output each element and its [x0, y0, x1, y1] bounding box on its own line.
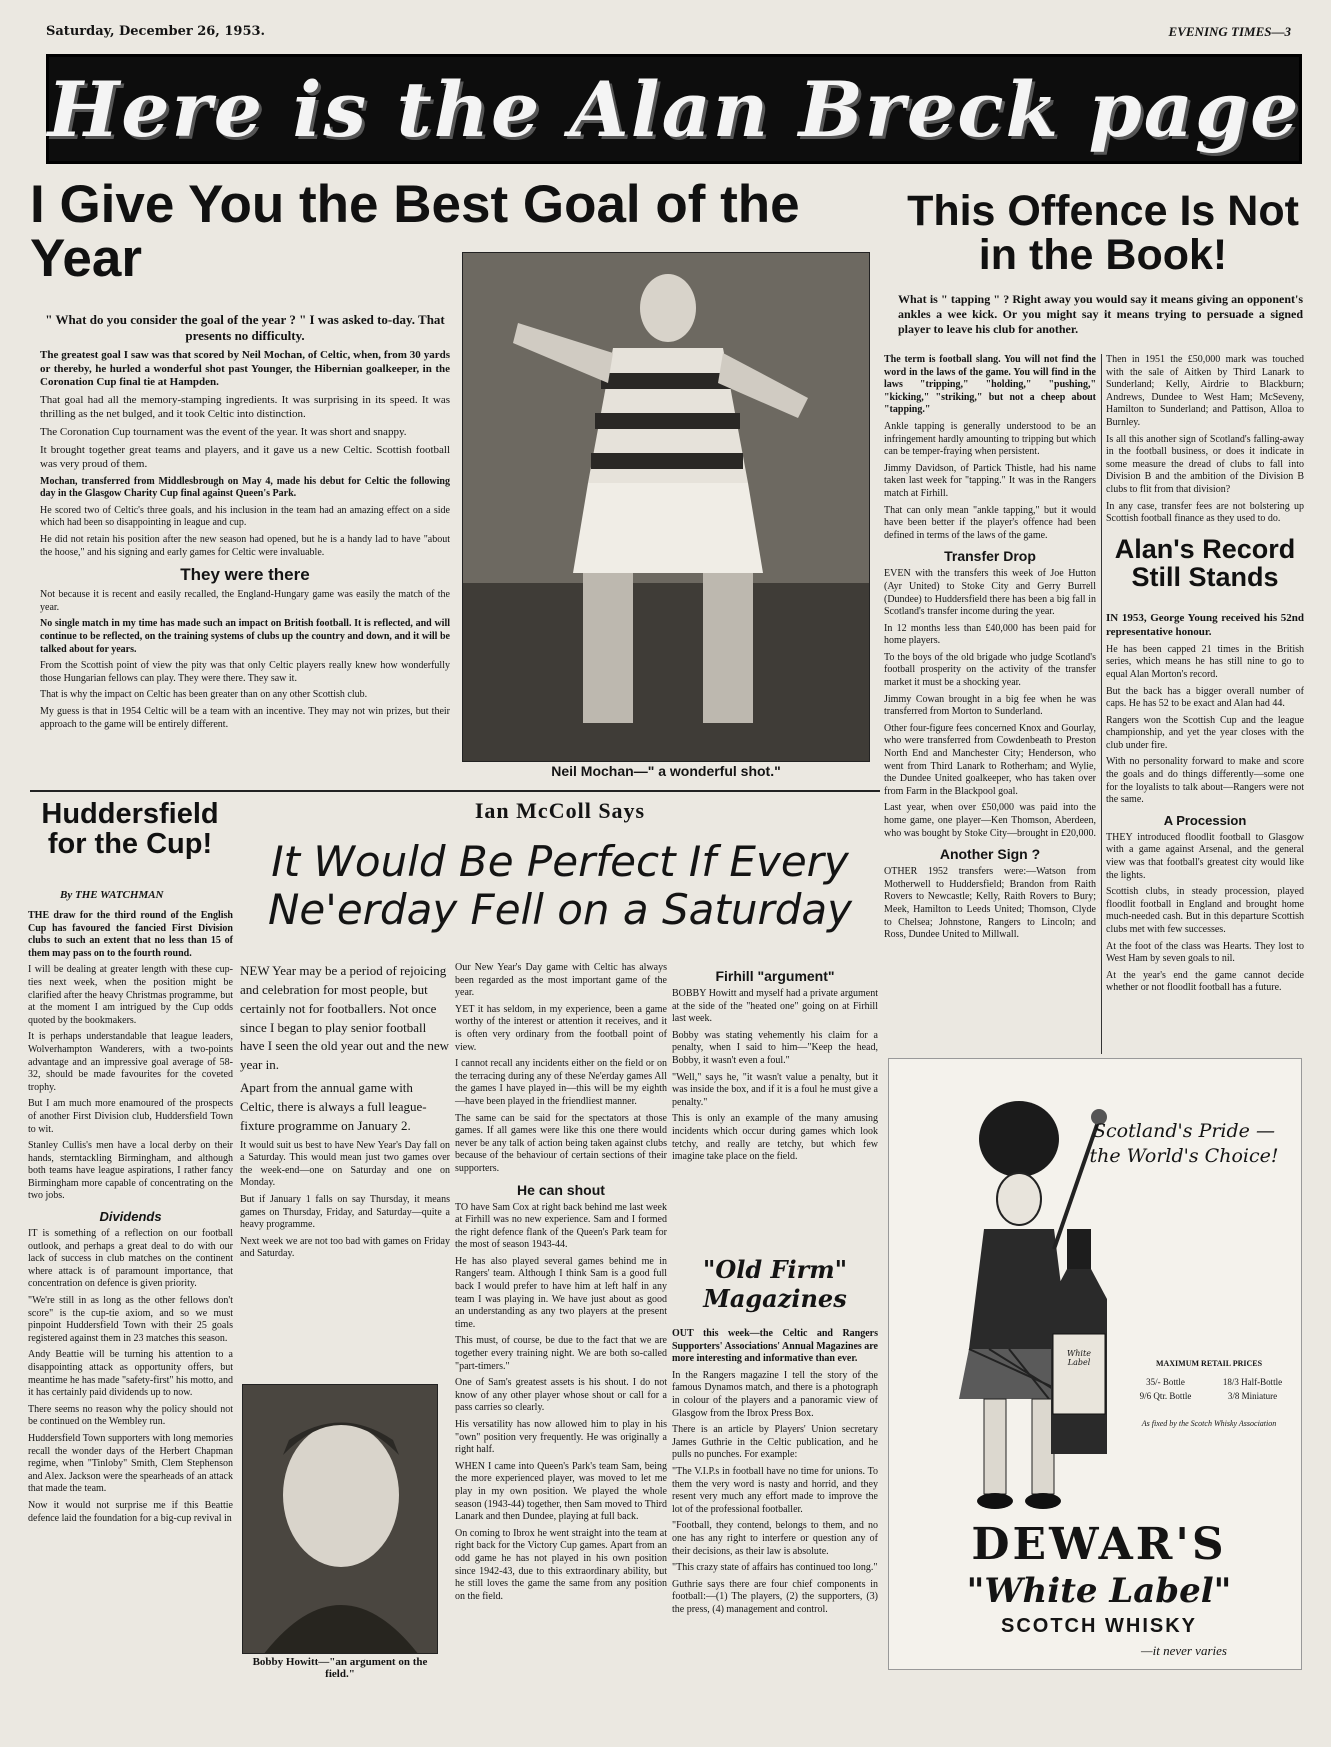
story3-body	[1106, 612, 1304, 999]
story3-p6: THEY introduced floodlit football to Glasgow with a game against Arsenal, and the general view was that football's greatest city would like the lights.	[1106, 831, 1304, 881]
story4-p11: Now it would not surprise me if this Beattie defence laid the foundation for a big-cup revival in	[28, 1499, 233, 1524]
story3-p1: IN 1953, George Young received his 52nd representative honour.	[1106, 612, 1304, 638]
price-miniature: 3/8 Miniature	[1227, 1391, 1278, 1401]
story1-p4: It brought together great teams and players, and it gave us a new Celtic. Scottish football was very proud of them.	[40, 443, 450, 470]
story3-subhead: A Procession	[1163, 812, 1247, 828]
whisky-bottle	[1039, 1229, 1119, 1459]
story3-p7: Scottish clubs, in steady procession, played floodlit football in England and brought home much-needed cash. But in this departure Scottish clubs met with few successes.	[1106, 886, 1304, 935]
story3-p4: Rangers won the Scottish Cup and the league championship, and yet the year closes with the club under fire.	[1106, 714, 1304, 751]
story3-p3: But the back has a bigger overall number of caps. He has 52 to be exact and Alan had 44.	[1106, 685, 1304, 710]
bottle-label: White Label	[1067, 1349, 1091, 1367]
story2-col1	[884, 354, 1096, 946]
story5-p7: YET it has seldom, in my experience, been a game worthy of the interest or attention it receives, and it is often very ordinary from the football point of view.	[455, 1003, 667, 1053]
bobby-howitt-photo	[242, 1384, 438, 1654]
story1-subhead: They were there	[180, 565, 310, 585]
story5-p17: BOBBY Howitt and myself had a private argument at the side of the "heated one" going on at Firhill last week.	[672, 988, 878, 1025]
banner-title: Here is the Alan Breck page	[47, 64, 1301, 154]
photo1-caption: Neil Mochan—" a wonderful shot."	[551, 763, 781, 779]
story2-p13: Is all this another sign of Scotland's falling-away in the football business, or does it indicate in some measure the dread of clubs to fall into Division B and the ambition of the Division B clubs to flit from that division?	[1106, 433, 1304, 495]
story2-intro-block	[898, 292, 1303, 341]
ad-label: "White Label"	[966, 1571, 1232, 1611]
story6-p1: OUT this week—the Celtic and Rangers Supporters' Associations' Annual Magazines are more interesting and informative than ever.	[672, 1328, 878, 1365]
story1-p2: That goal had all the memory-stamping ingredients. It was surprising in its speed. It was thrilling as the net bulged, and it took Celtic into distinction.	[40, 394, 450, 421]
story3-p9: At the year's end the game cannot decide whether or not floodlit football has a future.	[1106, 969, 1304, 994]
section-rule	[30, 790, 880, 792]
ad-slogan: Scotland's Pride — the World's Choice!	[1089, 1120, 1279, 1167]
story4-p5: Stanley Cullis's men have a local derby on their hands, sterntackling Birmingham, and although both teams have league aspirations, I rather fancy Birmingham more capable of concentrating on the two jobs.	[28, 1140, 233, 1202]
story2-p5: EVEN with the transfers this week of Joe Hutton (Ayr United) to Stoke City and Gerry Burrell (Dundee) to Huddersfield there has been a big fall in Scotland's transfer income during the year.	[884, 568, 1096, 618]
story1-p1: The greatest goal I saw was that scored by Neil Mochan, of Celtic, when, from 30 yards or thereby, he hurled a wonderful shot past Younger, the Hibernian goalkeeper, in the Coronation Cup final tie at Hampden.	[40, 348, 450, 389]
story5-p13: One of Sam's greatest assets is his shout. I do not know of any other player whose shout or call for a pass carries so clearly.	[455, 1377, 667, 1414]
story1-p5: Mochan, transferred from Middlesbrough on May 4, made his debut for Celtic the following day in the Glasgow Charity Cup final against Queen's Park.	[40, 475, 450, 500]
story5-p20: This is only an example of the many amusing incidents which occur during games which look tetchy, and really are tetchy, but which few imagine take place on the field.	[672, 1113, 878, 1163]
story5-subhead1: He can shout	[517, 1181, 605, 1198]
story5-p11: He has also played several games behind me in Rangers' team. Although I think Sam is a good full back I would prefer to have him at left half in any team I was playing in. We have just about as good an understanding as any two players at the present time.	[455, 1255, 667, 1330]
story1-body	[40, 312, 450, 735]
story4-body	[28, 910, 233, 1529]
story1-intro: " What do you consider the goal of the year ? " I was asked to-day. That presents no difficulty.	[45, 312, 445, 344]
story5-col2	[455, 962, 667, 1607]
story4-p1: THE draw for the third round of the English Cup has favoured the fancied First Division clubs to such an extent that no less than 15 of them may pass on to the fourth round.	[28, 910, 233, 959]
story2-p12: Then in 1951 the £50,000 mark was touched with the sale of Aitken by Third Lanark to Sunderland; Kelly, Airdrie to Blackburn; Andrews, Dundee to West Ham; McSeveny, Hamilton to Sunderland; and Pattison, Alloa to Burnley.	[1106, 354, 1304, 428]
story5-p6: Our New Year's Day game with Celtic has always been regarded as the most important game of the year.	[455, 962, 667, 999]
story2-intro: What is " tapping " ? Right away you would say it means giving an opponent's ankles a wee kick. Or you might say it means trying to persuade a signed player to leave his club for another.	[898, 292, 1303, 337]
story5-p5: Next week we are not too bad with games on Friday and Saturday.	[240, 1235, 450, 1260]
story4-p10: Huddersfield Town supporters with long memories recall the wonder days of the Herbert Chapman regime, when "Tinloby" Smith, Clem Stephenson and Alex. Jackson were the spearheads of an attack that made the team.	[28, 1432, 233, 1495]
ad-product: SCOTCH WHISKY	[1001, 1615, 1197, 1637]
story5-p1: NEW Year may be a period of rejoicing and celebration for most people, but certainly not for footballers. Not once since I began to play senior football have I seen the old year out and the new year in.	[240, 963, 450, 1073]
story2-p6: In 12 months less than £40,000 has been paid for home players.	[884, 622, 1096, 647]
story5-p18: Bobby was stating vehemently his claim for a penalty, when I said to him—"Keep the head, Bobby, it wasn't even a foul."	[672, 1029, 878, 1066]
story2-p14: In any case, transfer fees are not bolstering up Scottish football finance as they used to do.	[1106, 500, 1304, 525]
story2-p11: OTHER 1952 transfers were:—Watson from Motherwell to Huddersfield; Brandon from Raith Rovers to Newcastle; Kelly, Raith Rovers to Bury; Meek, Hamilton to Leeds United; Thomson, Clyde to Chelsea; Johnstone, Rangers to Lincoln; and Ross, Dundee United to Millwall.	[884, 866, 1096, 941]
story4-p8: Andy Beattie will be turning his attention to a disappointing attack as opportunity offers, but meantime he has made "safety-first" his motto, and it has certainly paid dividends up to now.	[28, 1349, 233, 1399]
story5-p10: TO have Sam Cox at right back behind me last week at Firhill was no new experience. Sam and I formed the right defence flank of the Queen's Park team for the most of season 1943-44.	[455, 1201, 667, 1251]
story2-subhead2: Another Sign ?	[939, 846, 1041, 863]
story2-headline: This Offence Is Not in the Book!	[907, 187, 1299, 279]
story5-p8: I cannot recall any incidents either on the field or on the terracing during any of these Ne'erday games All the games I have played in—this will be my eighth—have been played in the friendliest manner.	[455, 1058, 667, 1107]
story5-kicker-row	[240, 798, 880, 824]
story2-subhead1: Transfer Drop	[944, 548, 1036, 565]
story2-p9: Other four-figure fees concerned Knox and Gourlay, who were transferred from Cowdenbeath to Preston North End and Manchester City; Henderson, who went from Third Lanark to Rotherham; and Wylie, the Dundee United goalkeeper, who has taken over from Farm in the Blackpool goal.	[884, 722, 1096, 797]
story4-p6: IT is something of a reflection on our football outlook, and perhaps a great deal to do with our lack of success in club matches on the continent where attack is of paramount importance, that concentration on defence is given priority.	[28, 1228, 233, 1290]
story1-p7: He did not retain his position after the new season had opened, but he is a handy lad to have "about the hoose," and his signing and early games for Celtic were invaluable.	[40, 534, 450, 558]
story1-p9: No single match in my time has made such an impact on British football. It is reflected, and will continue to be reflected, on the training systems of clubs up the country and down, and it will be talked about for years.	[40, 618, 450, 655]
story5-col3	[672, 962, 878, 1168]
story1-p11: That is why the impact on Celtic has been greater than on any other Scottish club.	[40, 689, 368, 701]
story2-p4: That can only mean "ankle tapping," but it would have been better if the player's offence had been defined in terms of the laws of the game.	[884, 504, 1096, 541]
story6-p6: "This crazy state of affairs has continued too long."	[672, 1562, 878, 1574]
story1-p10: From the Scottish point of view the pity was that only Celtic players really knew how wonderfully those Hungarian fellows can play. They were there. They saw it.	[40, 660, 450, 684]
price-half-bottle: 18/3 Half-Bottle	[1222, 1377, 1283, 1387]
story3-p2: He has been capped 21 times in the British series, which means he has still nine to go to equal Alan Morton's record.	[1106, 643, 1304, 680]
story2-p2: Ankle tapping is generally understood to be an infringement hardly amounting to tripping but which can be temper-fraying when persistent.	[884, 420, 1096, 458]
story6-p4: "The V.I.P.s in football have no time for unions. To them the very word is nasty and horrid, and they resent very much any effort made to improve the lot of the professional footballer.	[672, 1465, 878, 1515]
story4-byline: By THE WATCHMAN	[60, 889, 164, 901]
story1-headline: I Give You the Best Goal of the Year	[30, 175, 800, 289]
story1-p6: He scored two of Celtic's three goals, and his inclusion in the team had an amazing effect on a side which had been so disappointing in league and cup.	[40, 504, 450, 529]
photo2-caption: Bobby Howitt—"an argument on the field."	[252, 1656, 428, 1680]
story2-col2	[1106, 354, 1304, 530]
price-grid	[1124, 1377, 1294, 1401]
story6-headline: "Old Firm" Magazines	[702, 1255, 848, 1313]
price-quarter-bottle: 9/6 Qtr. Bottle	[1139, 1391, 1192, 1401]
story3-p8: At the foot of the class was Hearts. They lost to West Ham by seven goals to nil.	[1106, 940, 1304, 965]
column-rule	[1101, 354, 1102, 1054]
story1-p3: The Coronation Cup tournament was the event of the year. It was short and snappy.	[40, 426, 407, 439]
story4-p4: But I am much more enamoured of the prospects of another First Division club, Huddersfield Town to wit.	[28, 1098, 233, 1135]
ad-brand: DEWAR'S	[971, 1519, 1227, 1570]
story5-p16: On coming to Ibrox he went straight into the team at right back for the Victory Cup games. Apart from an odd game he has not played in his own position since 1942-43, due to this extraordinary ability, but he still loves the game the same from any position on the field.	[455, 1527, 667, 1602]
story6-p5: "Football, they contend, belongs to them, and no one has any right to interfere or question any of their decisions, as their law is absolute.	[672, 1520, 878, 1557]
story4-headline: Huddersfield for the Cup!	[41, 798, 219, 860]
dateline: Saturday, December 26, 1953.	[46, 24, 266, 39]
story2-p3: Jimmy Davidson, of Partick Thistle, had his name taken last week for "tapping." It was in the Rangers match at Firhill.	[884, 462, 1096, 499]
story5-p4: But if January 1 falls on say Thursday, it means games on Thursday, Friday, and Saturday—quite a heavy programme.	[240, 1193, 450, 1231]
story5-subhead2: Firhill "argument"	[715, 968, 835, 984]
story5-headline: It Would Be Perfect If Every Ne'erday Fell on a Saturday	[268, 837, 852, 935]
story2-p1: The term is football slang. You will not find the word in the laws of the game. You will find in the laws "tripping," "holding," "pushing," "kicking," "striking," but not a cheep about "tapping."	[884, 354, 1096, 416]
story6-body	[672, 1328, 878, 1620]
story5-p14: His versatility has now allowed him to play in his "own" position very frequently. He was originally a right half.	[455, 1419, 667, 1456]
story5-p15: WHEN I came into Queen's Park's team Sam, being the more experienced player, was moved to let me play in my own position. We played the whole season (1943-44) together, then Sam moved to Third Lanark and then Dundee, playing at full back.	[455, 1460, 667, 1523]
story4-p2: I will be dealing at greater length with these cup-ties next week, when the position might be clarified after the heavy Christmas programme, but at the moment I am intrigued by the Cup odds quoted by the bookmakers.	[28, 964, 233, 1026]
story2-p10: Last year, when over £50,000 was paid into the home game, one player—Ken Thomson, Aberdeen, who was bought by Stoke City—brought in £20,000.	[884, 802, 1096, 839]
story6-p7: Guthrie says there are four chief components in football:—(1) The players, (2) the supporters, (3) the press, (4) management and control.	[672, 1578, 878, 1615]
story3-headline: Alan's Record Still Stands	[1114, 534, 1296, 592]
story4-p7: "We're still in as long as the other fellows don't score" is the cup-tie axiom, and so we must pinpoint Huddersfield Town with their 25 goals registered against them in 23 matches this season.	[28, 1295, 233, 1344]
story5-p12: This must, of course, be due to the fact that we are together every training night. We are both so-called "part-timers."	[455, 1335, 667, 1372]
story3-p5: With no personality forward to make and score the goals and do things differently—some one for the loyalists to talk about—Rangers were not the same.	[1106, 756, 1304, 806]
paper-name: EVENING TIMES—3	[1168, 24, 1291, 39]
story1-p8: Not because it is recent and easily recalled, the England-Hungary game was easily the match of the year.	[40, 589, 450, 613]
story5-p3: It would suit us best to have New Year's Day fall on a Saturday. This would mean just two games over the week-end—one on Saturday and one on Monday.	[240, 1139, 450, 1189]
story2-p8: Jimmy Cowan brought in a big fee when he was transferred from Morton to Sunderland.	[884, 693, 1096, 718]
price-note: As fixed by the Scotch Whisky Association	[1141, 1419, 1277, 1428]
dewars-advert	[888, 1058, 1302, 1670]
story2-p7: To the boys of the old brigade who judge Scotland's football prosperity on the activity of the transfer market it must be a shocking year.	[884, 651, 1096, 689]
story5-p2: Apart from the annual game with Celtic, there is always a full league-fixture programme on January 2.	[240, 1080, 427, 1133]
story5-p19: "Well," says he, "it wasn't value a penalty, but it was inside the box, and if it is a foul he must give a penalty."	[672, 1071, 878, 1108]
story5-p9: The same can be said for the spectators at those games. If all games were like this one there would never be any talk of action being taken against clubs because of the behaviour of certain sections of their supporters.	[455, 1112, 667, 1174]
story5-kicker: Ian McColl Says	[474, 798, 646, 823]
story4-p9: There seems no reason why the policy should not be continued on the Wembley run.	[28, 1403, 233, 1428]
story4-subhead: Dividends	[99, 1209, 162, 1225]
player-silhouette	[463, 253, 870, 762]
story1-p12: My guess is that in 1954 Celtic will be a team with an incentive. They may not win prizes, but their approach to the game will be entirely different.	[40, 705, 450, 730]
neil-mochan-photo	[462, 252, 870, 762]
story6-p3: There is an article by Players' Union secretary James Guthrie in the Celtic publication, and he pulls no punches. For example:	[672, 1424, 878, 1461]
page-banner	[46, 54, 1302, 164]
story4-p3: It is perhaps understandable that league leaders, Wolverhampton Wanderers, with a two-points advantage and an impressive goal average of 58-32, should be made favourites for the coveted trophy.	[28, 1031, 233, 1093]
price-title: MAXIMUM RETAIL PRICES	[1155, 1359, 1263, 1368]
price-bottle: 35/- Bottle	[1146, 1377, 1185, 1387]
portrait-silhouette	[243, 1385, 438, 1654]
story5-col1	[240, 962, 450, 1265]
ad-tagline: —it never varies	[1141, 1643, 1227, 1658]
story6-p2: In the Rangers magazine I tell the story of the famous Dynamos match, and there is a photograph in colour of the players and a panoramic view of Glasgow from the Ibrox Press Box.	[672, 1369, 878, 1419]
